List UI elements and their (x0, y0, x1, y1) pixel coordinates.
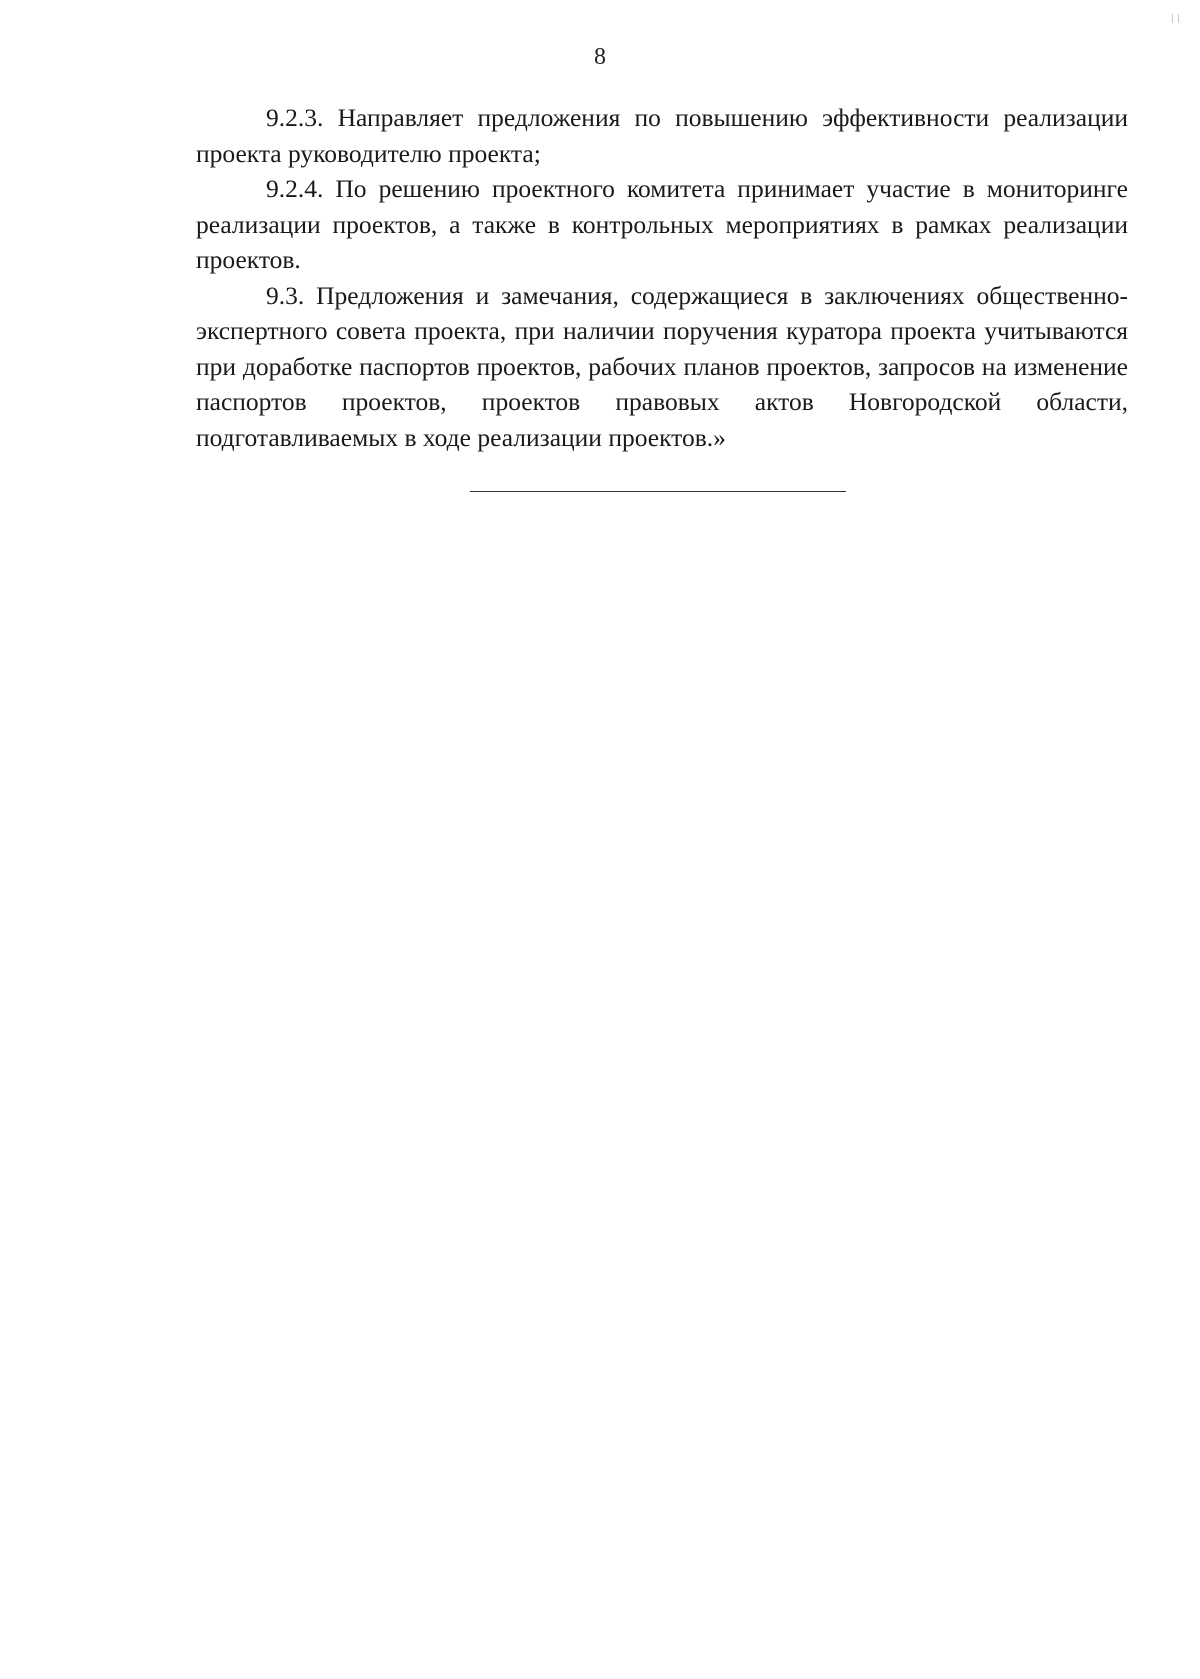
scan-artifact-mark (1172, 14, 1179, 23)
end-separator-line (470, 491, 846, 492)
paragraph-text: По решению проектного комитета принимает участие в мониторинге реализации проектов, а также в контрольных мероприятиях в рамках реализации проектов. (196, 174, 1128, 274)
paragraph-number: 9.2.3. (266, 103, 324, 132)
paragraph-text: Предложения и замечания, содержащиеся в заключениях общественно-экспертного совета проекта, при наличии поручения куратора проекта учитываются при доработке паспортов проектов, рабочих планов проектов, запросов на изменение паспортов проектов, проектов правовых актов Новгородской области, подготавливаемых в ходе реализации проектов.» (196, 280, 1128, 452)
paragraph-9-2-4 (196, 171, 1128, 278)
paragraph-number: 9.3. (266, 280, 305, 310)
paragraph-text: Направляет предложения по повышению эффективности реализации проекта руководителю проекта; (196, 103, 1129, 168)
document-body (196, 100, 1128, 455)
paragraph-9-3 (196, 278, 1128, 456)
paragraph-number: 9.2.4. (266, 174, 324, 203)
page-number: 8 (594, 44, 606, 70)
paragraph-9-2-3 (196, 100, 1128, 171)
